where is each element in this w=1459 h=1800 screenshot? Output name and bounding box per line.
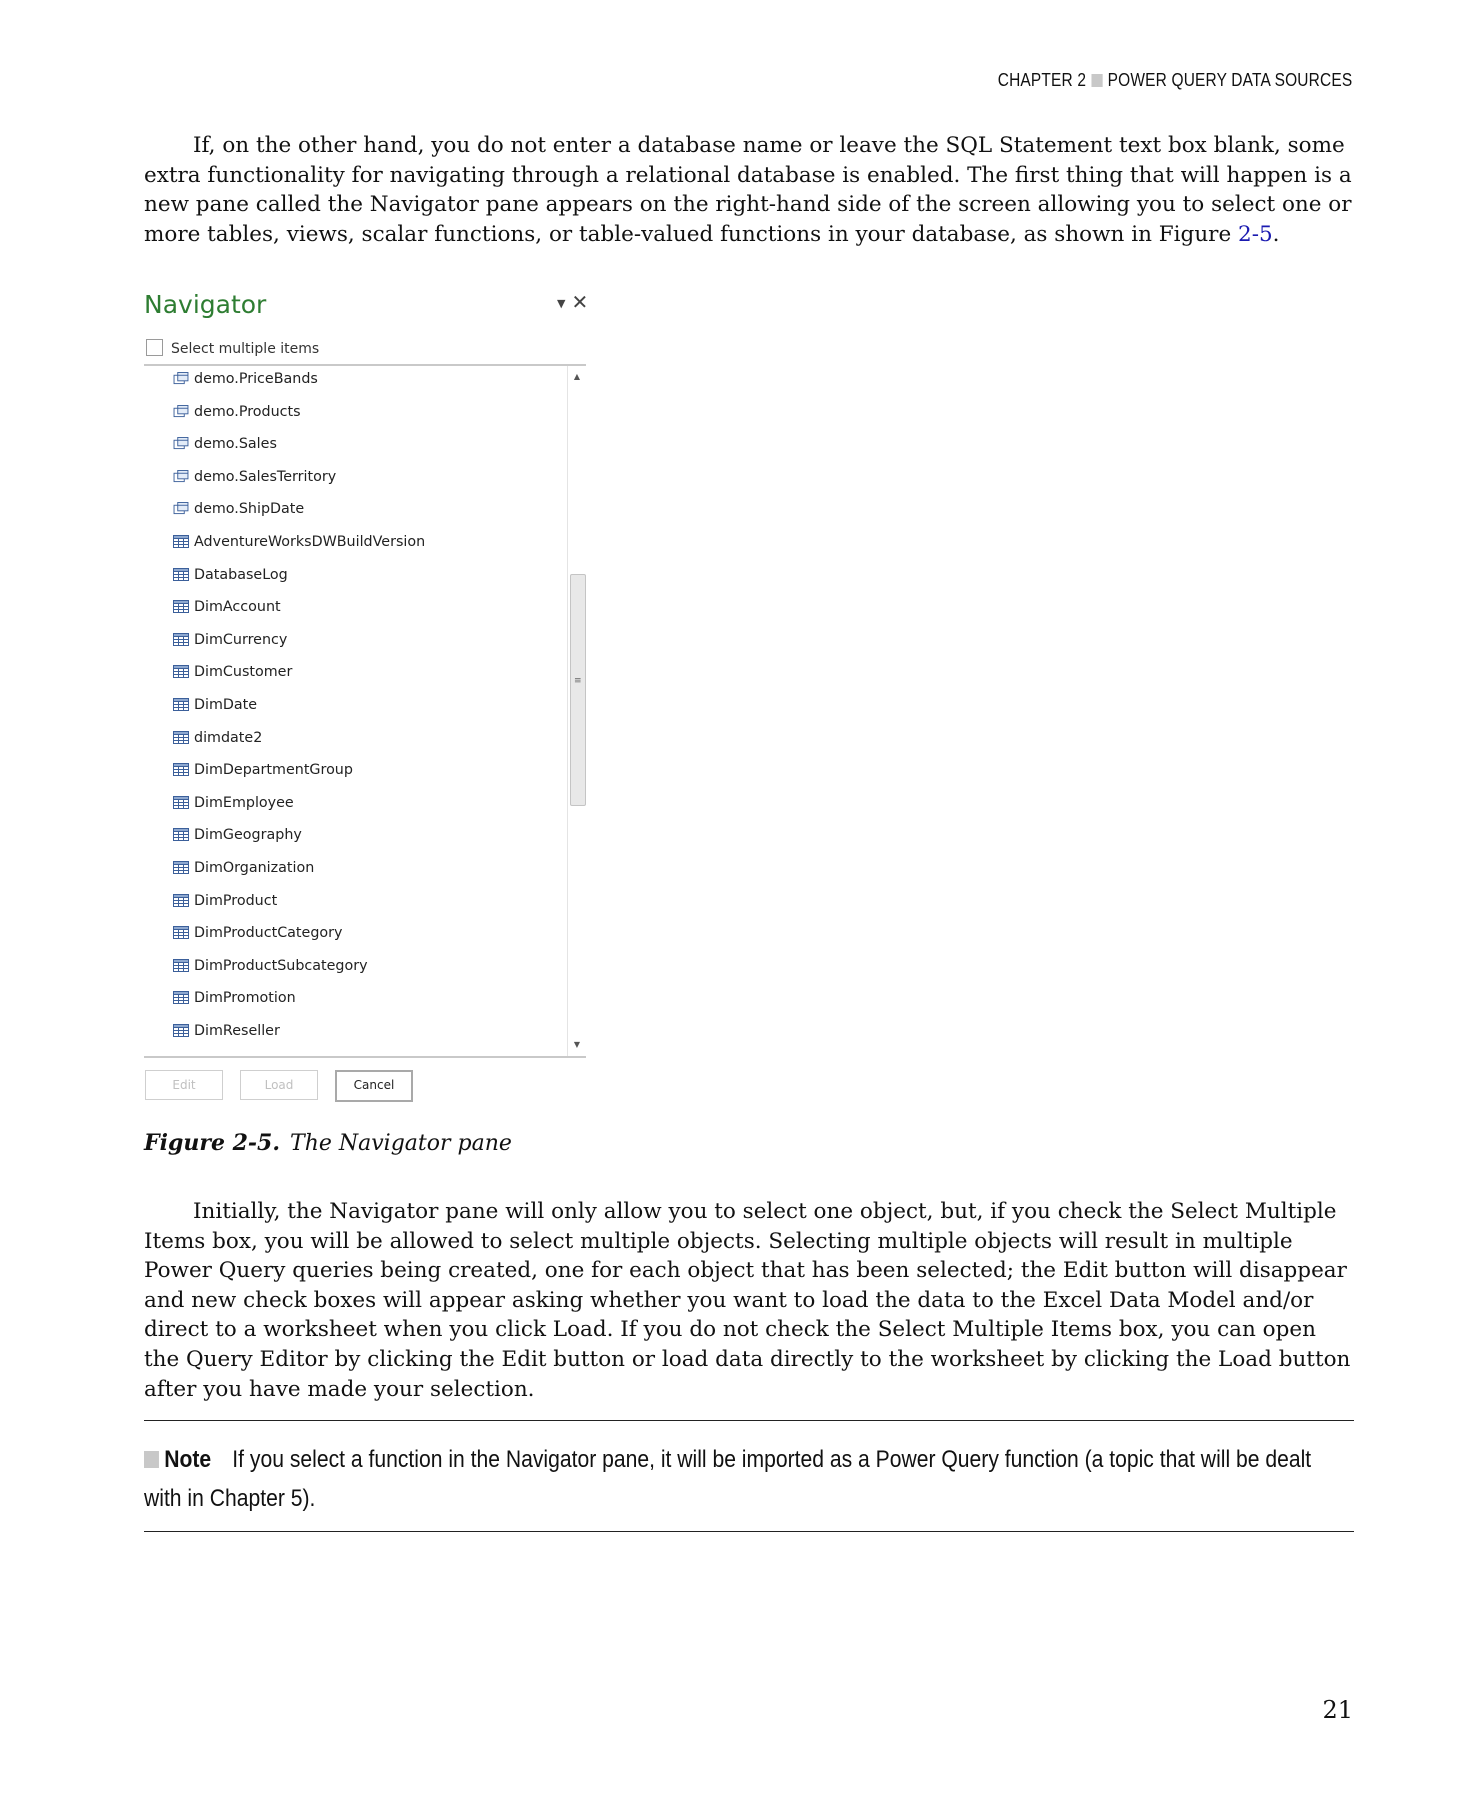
list-item-label: DimDate	[194, 697, 258, 713]
pane-menu-icon[interactable]: ▼	[557, 297, 566, 310]
table-icon	[173, 1024, 189, 1037]
paragraph-1-text: If, on the other hand, you do not enter a database name or leave the SQL Statement text box blank, some extra functionality for navigating through a relational database is enabled. The first thing that will happen is a new pane called the Navigator pane appears on the right-hand side of the screen allowing you to select one or more tables, views, scalar functions, or table-valued functions in your database, as shown in Figure	[144, 133, 1352, 247]
scroll-up-icon[interactable]: ▲	[573, 372, 581, 381]
figure-link[interactable]: 2-5	[1238, 221, 1273, 247]
list-item-label: DimGeography	[194, 827, 302, 844]
list-item-label: AdventureWorksDWBuildVersion	[194, 534, 426, 550]
table-icon	[173, 894, 189, 907]
list-item-label: DatabaseLog	[194, 566, 288, 583]
list-item[interactable]	[173, 599, 281, 623]
view-icon	[173, 470, 189, 483]
list-item[interactable]	[173, 404, 301, 428]
note-text: If you select a function in the Navigator pane, it will be imported as a Power Query function (a topic that will be dealt with in Chapter 5).	[144, 1446, 1312, 1512]
list-item[interactable]	[173, 534, 425, 558]
table-icon	[173, 568, 189, 581]
list-item[interactable]	[173, 795, 294, 819]
load-button[interactable]: Load	[240, 1070, 318, 1100]
list-item[interactable]	[173, 697, 257, 721]
note-rule-top	[144, 1420, 1354, 1421]
list-item-label: dimdate2	[194, 729, 263, 746]
select-multiple-checkbox[interactable]	[146, 339, 319, 357]
list-item-label: demo.PriceBands	[194, 371, 318, 387]
list-item-label: DimCurrency	[194, 631, 288, 648]
list-item[interactable]	[173, 827, 302, 851]
caption-text: The Navigator pane	[290, 1131, 512, 1156]
select-multiple-label: Select multiple items	[171, 341, 320, 357]
table-icon	[173, 959, 189, 972]
list-item-label: demo.Products	[194, 403, 301, 420]
scroll-thumb[interactable]: ≡	[570, 574, 586, 806]
list-item-label: DimProduct	[194, 892, 278, 909]
view-icon	[173, 372, 189, 385]
view-icon	[173, 437, 189, 450]
list-item[interactable]	[173, 1023, 280, 1047]
table-icon	[173, 731, 189, 744]
navigator-list[interactable]	[144, 364, 586, 1058]
list-item-label: DimPromotion	[194, 990, 296, 1007]
caption-label: Figure 2-5.	[144, 1130, 281, 1156]
close-icon[interactable]: ✕	[571, 290, 589, 314]
list-item[interactable]	[173, 436, 277, 460]
list-item[interactable]	[173, 632, 287, 656]
list-item[interactable]	[173, 730, 262, 754]
list-item[interactable]	[173, 371, 318, 395]
chapter-title: POWER QUERY DATA SOURCES	[1107, 70, 1352, 90]
list-item-label: demo.SalesTerritory	[194, 468, 337, 485]
list-item-label: DimReseller	[194, 1023, 280, 1039]
page-number: 21	[1322, 1696, 1353, 1724]
list-item-label: DimEmployee	[194, 794, 294, 811]
list-item[interactable]	[173, 958, 368, 982]
table-icon	[173, 665, 189, 678]
list-item-label: DimAccount	[194, 599, 281, 616]
list-item-label: DimDepartmentGroup	[194, 762, 353, 779]
list-item[interactable]	[173, 990, 296, 1014]
view-icon	[173, 405, 189, 418]
scrollbar[interactable]	[567, 366, 586, 1056]
table-icon	[173, 828, 189, 841]
view-icon	[173, 502, 189, 515]
note-label: Note	[164, 1446, 212, 1473]
list-item[interactable]	[173, 567, 288, 591]
table-icon	[173, 926, 189, 939]
paragraph-1-end: .	[1272, 221, 1280, 247]
square-bullet-icon	[1091, 74, 1102, 87]
square-bullet-icon	[144, 1451, 159, 1468]
table-icon	[173, 600, 189, 613]
paragraph-1	[144, 131, 1354, 249]
list-item[interactable]	[173, 925, 343, 949]
list-item[interactable]	[173, 893, 277, 917]
list-item-label: DimProductCategory	[194, 925, 343, 942]
list-item[interactable]	[173, 762, 353, 786]
table-icon	[173, 633, 189, 646]
paragraph-2: Initially, the Navigator pane will only allow you to select one object, but, if you check the Select Multiple Items box, you will be allowed to select multiple objects. Selecting multiple objects will result in multiple Power Query queries being created, one for each object that has been selected; the Edit button will disappear and new check boxes will appear asking whether you want to load the data to the Excel Data Model and/or direct to a worksheet when you click Load. If you do not check the Select Multiple Items box, you can open the Query Editor by clicking the Edit button or load data directly to the worksheet by clicking the Load button after you have made your selection.	[144, 1199, 1351, 1402]
chapter-label: CHAPTER 2	[997, 70, 1086, 90]
list-item-label: DimOrganization	[194, 860, 315, 876]
list-item[interactable]	[173, 664, 292, 688]
running-head	[997, 70, 1352, 91]
navigator-controls	[557, 290, 588, 314]
list-item[interactable]	[173, 501, 304, 525]
scroll-down-icon[interactable]: ▼	[573, 1040, 581, 1049]
list-item-label: demo.ShipDate	[194, 501, 305, 518]
navigator-title: Navigator	[144, 290, 267, 319]
list-item-label: DimProductSubcategory	[194, 957, 368, 974]
checkbox-icon[interactable]	[146, 339, 163, 356]
navigator-pane	[144, 290, 604, 1105]
list-item-label: demo.Sales	[194, 436, 277, 453]
note-rule-bottom	[144, 1531, 1354, 1532]
table-icon	[173, 796, 189, 809]
table-icon	[173, 535, 189, 548]
table-icon	[173, 991, 189, 1004]
edit-button[interactable]: Edit	[145, 1070, 223, 1100]
table-icon	[173, 763, 189, 776]
note-box	[144, 1440, 1354, 1518]
list-item[interactable]	[173, 469, 336, 493]
table-icon	[173, 698, 189, 711]
cancel-button[interactable]: Cancel	[335, 1070, 413, 1102]
list-item[interactable]	[173, 860, 314, 884]
list-item-label: DimCustomer	[194, 664, 293, 681]
table-icon	[173, 861, 189, 874]
figure-caption	[144, 1130, 512, 1156]
